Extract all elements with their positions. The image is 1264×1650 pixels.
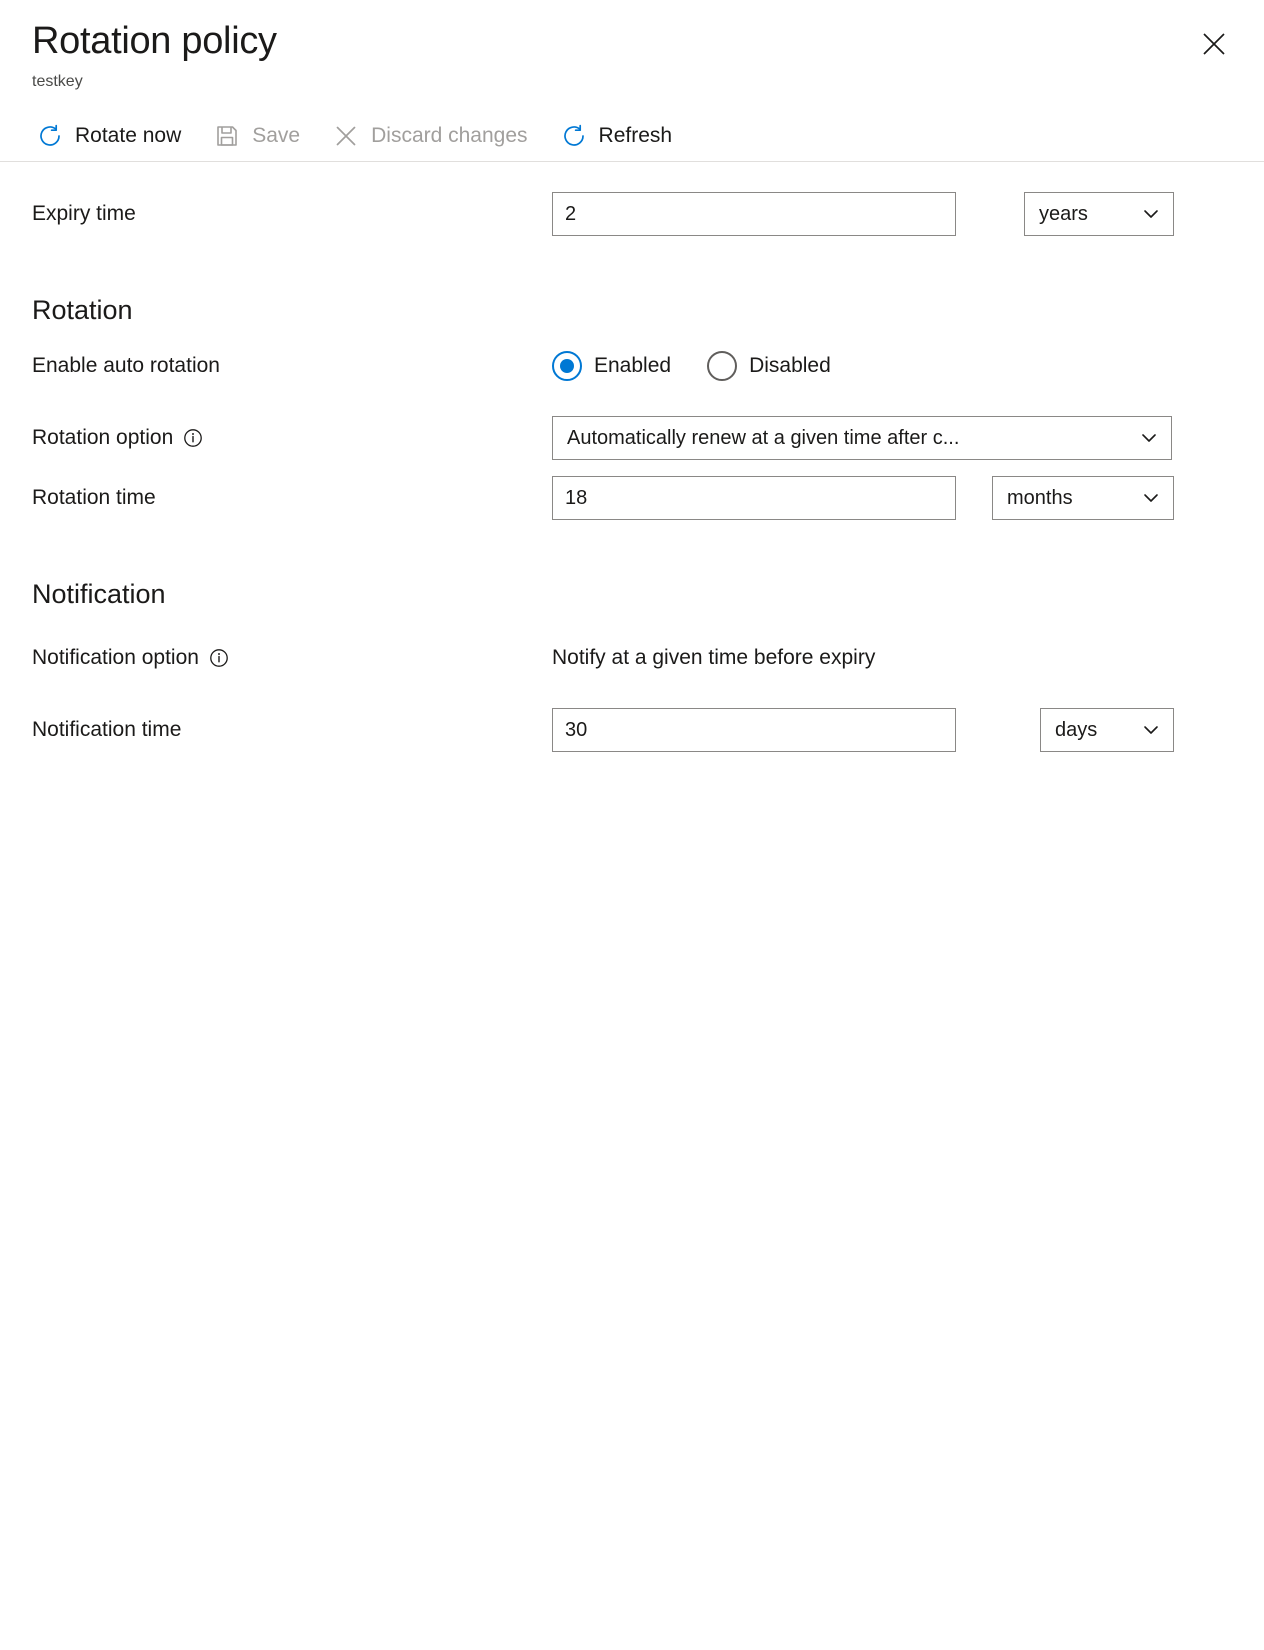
notification-time-label-text: Notification time (32, 718, 182, 741)
save-button[interactable] (209, 116, 314, 156)
rotation-time-unit-dropdown[interactable] (992, 476, 1174, 520)
notification-section-title: Notification (32, 579, 166, 609)
rotation-option-value: Automatically renew at a given time after c... (567, 426, 960, 449)
notification-time-controls (552, 708, 1174, 752)
rotate-icon (36, 122, 64, 150)
enable-auto-rotation-row (32, 346, 1232, 386)
notification-time-input[interactable] (552, 708, 956, 752)
rotation-time-row (32, 476, 1232, 520)
rotation-section-title: Rotation (32, 295, 133, 325)
chevron-down-icon (1141, 720, 1161, 740)
expiry-time-label-text: Expiry time (32, 202, 136, 225)
page-title: Rotation policy (32, 20, 277, 62)
command-bar (0, 110, 1264, 162)
radio-enabled-label: Enabled (594, 354, 672, 377)
save-disk-icon (213, 122, 241, 150)
rotation-time-label-text: Rotation time (32, 486, 156, 509)
expiry-time-row (32, 192, 1232, 236)
notification-time-row (32, 708, 1232, 752)
expiry-time-unit-dropdown[interactable] (1024, 192, 1174, 236)
notification-option-label-text: Notification option (32, 646, 199, 669)
expiry-time-controls (552, 192, 1174, 236)
radio-disabled[interactable] (707, 351, 831, 381)
notification-option-label (32, 645, 552, 671)
refresh-label: Refresh (598, 123, 673, 147)
notification-time-unit-value: days (1055, 718, 1098, 741)
expiry-time-label (32, 201, 552, 227)
radio-enabled[interactable] (552, 351, 671, 381)
rotation-option-label-text: Rotation option (32, 426, 174, 449)
discard-x-icon (332, 122, 360, 150)
rotation-section-header (32, 290, 1232, 330)
info-icon[interactable] (208, 647, 230, 669)
refresh-button[interactable] (556, 116, 687, 156)
radio-disabled-label: Disabled (749, 354, 831, 377)
policy-form (0, 162, 1264, 752)
rotation-time-controls (552, 476, 1174, 520)
notification-option-controls (552, 645, 875, 671)
notification-time-unit-dropdown[interactable] (1040, 708, 1174, 752)
refresh-icon (560, 122, 588, 150)
panel-header (0, 0, 1264, 92)
rotation-time-label (32, 485, 552, 511)
expiry-time-unit-value: years (1039, 202, 1088, 225)
notification-time-label (32, 717, 552, 743)
chevron-down-icon (1141, 204, 1161, 224)
notification-section-header (32, 574, 1232, 614)
rotation-option-dropdown[interactable] (552, 416, 1172, 460)
chevron-down-icon (1141, 488, 1161, 508)
notification-option-row (32, 638, 1232, 678)
enable-auto-rotation-label-text: Enable auto rotation (32, 354, 220, 377)
rotation-option-label (32, 425, 552, 451)
discard-changes-button[interactable] (328, 116, 541, 156)
info-icon[interactable] (182, 427, 204, 449)
rotate-now-label: Rotate now (75, 123, 182, 147)
page-subtitle: testkey (32, 73, 83, 90)
radio-disabled-dot (707, 351, 737, 381)
rotation-option-row (32, 416, 1232, 460)
save-label: Save (252, 123, 301, 147)
enable-auto-rotation-radio-group (552, 351, 831, 381)
notification-option-value: Notify at a given time before expiry (552, 646, 876, 669)
close-icon[interactable] (1192, 22, 1236, 66)
rotation-option-controls (552, 416, 1172, 460)
enable-auto-rotation-label (32, 353, 552, 379)
discard-changes-label: Discard changes (371, 123, 528, 147)
expiry-time-input[interactable] (552, 192, 956, 236)
rotate-now-button[interactable] (32, 116, 195, 156)
rotation-time-input[interactable] (552, 476, 956, 520)
chevron-down-icon (1139, 428, 1159, 448)
rotation-time-unit-value: months (1007, 486, 1073, 509)
radio-enabled-dot (552, 351, 582, 381)
